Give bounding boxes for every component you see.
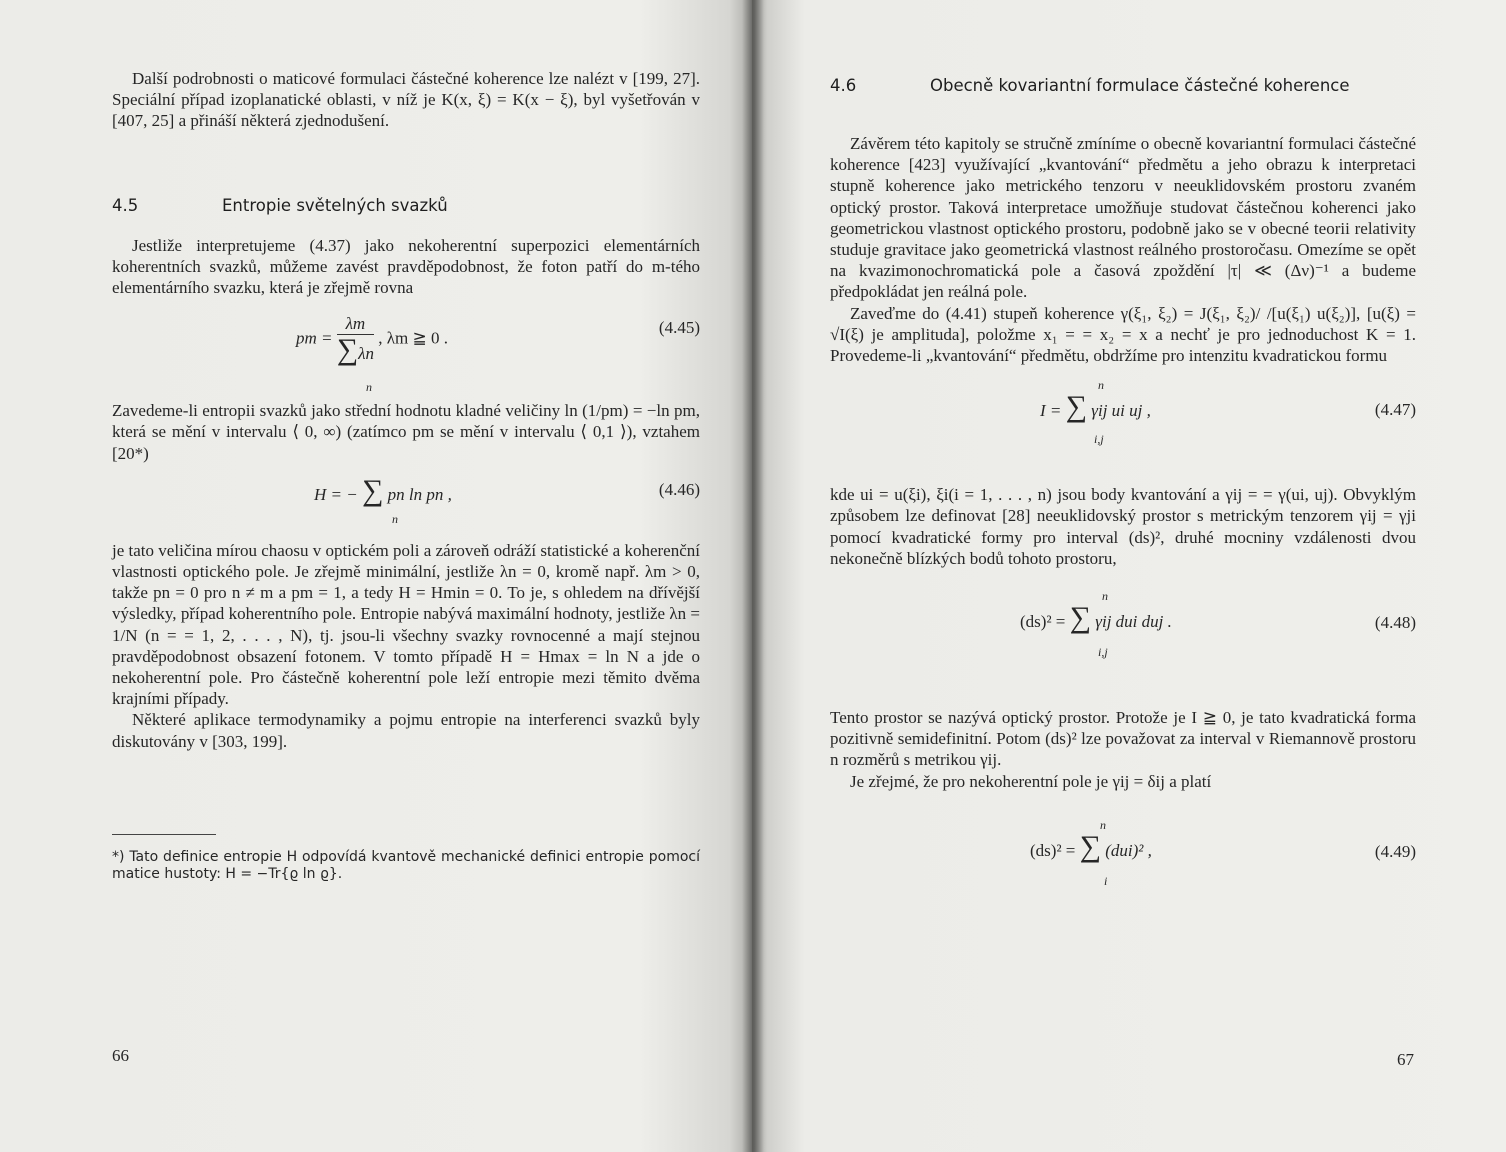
sum-symbol: ∑ <box>361 473 384 507</box>
page-number: 67 <box>1397 1050 1414 1069</box>
equation-lhs: (ds)² = <box>1020 612 1066 632</box>
sum-symbol: ∑ <box>336 333 359 367</box>
equation-rhs: γij ui uj , <box>1091 401 1151 421</box>
equation-label: (4.49) <box>1374 841 1416 861</box>
equation-rhs: γij dui duj . <box>1095 612 1172 632</box>
sum-index: n <box>392 511 398 526</box>
page-number: 66 <box>112 1046 129 1065</box>
sum-lower-limit: i,j <box>1094 432 1104 447</box>
equation-body <box>1040 392 1151 422</box>
equation-lhs: (ds)² = <box>1030 840 1076 860</box>
paragraph: Je zřejmé, že pro nekoherentní pole je γij = δij a platí <box>850 771 1212 791</box>
paragraph: Tento prostor se nazývá optický prostor. Protože je I ≧ 0, je tato kvadratická forma pozitivně semidefinitní. Potom (ds)² lze považovat za interval v Riemannově prostoru n rozměrů s metrikou γij. <box>830 708 1416 770</box>
fraction-denominator <box>337 335 374 365</box>
intro-paragraph: Další podrobnosti o maticové formulaci částečné koherence lze nalézt v [199, 27]. Speciální případ izoplanatické oblasti, v níž je K(x, ξ) = K(x − ξ), byl vyšetřován v [407, 25] a přináší některá zjednodušení. <box>112 69 700 131</box>
fraction <box>337 314 374 365</box>
sum-symbol: ∑ <box>1069 601 1092 635</box>
equation-4-48 <box>830 589 1416 707</box>
section-number: 4.5 <box>112 195 139 215</box>
equation-body <box>314 473 452 507</box>
section-title: Entropie světelných svazků <box>222 195 448 215</box>
equation-condition: , λm ≧ 0 . <box>378 328 448 348</box>
footnote-rule <box>112 834 216 835</box>
right-page <box>752 0 1506 1152</box>
sum-index: n <box>366 380 372 395</box>
fraction-numerator: λm <box>337 314 374 335</box>
paragraph: kde ui = u(ξi), ξi(i = 1, . . . , n) jsou body kvantování a γij = = γ(ui, uj). Obvyklým způsobem lze definovat [28] neeuklidovský prostor s metrickým tenzorem γij = γji pomocí kvadratické formy pro interval (ds)², druhé mocniny vzdálenosti dvou nekonečně blízkých bodů tohoto prostoru, <box>830 485 1416 568</box>
sum-upper-limit: n <box>1098 378 1104 393</box>
sum-upper-limit: n <box>1100 817 1106 832</box>
equation-rhs: pn ln pn , <box>387 484 452 504</box>
left-page <box>0 0 752 1152</box>
section-heading-4-5 <box>112 196 700 215</box>
equation-rhs: (dui)² , <box>1105 840 1152 860</box>
equation-4-49 <box>830 818 1416 918</box>
equation-lhs: I = <box>1040 401 1062 421</box>
paragraph: Některé aplikace termodynamiky a pojmu entropie na interferenci svazků byly diskutovány v [303, 199]. <box>112 710 700 751</box>
sum-lower-limit: i <box>1104 873 1108 888</box>
paragraph: Zaveďme do (4.41) stupeň koherence γ(ξ₁, ξ₂) = J(ξ₁, ξ₂)/ /[u(ξ₁) u(ξ₂)], [u(ξ) = √I(ξ) je amplituda], položme x₁ = = x₂ = x a nechť je pro jednoduchost K = 1. Provedeme-li „kvantování“ předmětu, obdržíme pro intenzitu kvadratickou formu <box>830 303 1416 366</box>
sum-symbol: ∑ <box>1065 390 1088 424</box>
denominator-term: λn <box>358 344 375 364</box>
right-page-content <box>830 76 1416 918</box>
section-title: Obecně kovariantní formulace částečné koherence <box>930 76 1350 95</box>
equation-4-45 <box>112 304 700 400</box>
paragraph: Zavedeme-li entropii svazků jako střední hodnotu kladné veličiny ln (1/pm) = −ln pm, která se mění v intervalu ⟨ 0, ∞) (zatímco pm se mění v intervalu ⟨ 0,1 ⟩), vztahem [20*) <box>112 401 700 463</box>
paragraph: je tato veličina mírou chaosu v optickém poli a zároveň odráží statistické a koherenční vlastnosti optického pole. Je zřejmě minimální, jestliže λn = 0, kromě např. λm > 0, takže pn = 0 pro n ≠ m a pm = 1, a tedy H = Hmin = 0. To je, s ohledem na dřívější výsledky, případ koherentního pole. Entropie nabývá maximální hodnoty, jestliže λn = 1/N (n = = 1, 2, . . . , N), tj. jsou-li všechny svazky rovnocenné a mají stejnou pravděpodobnost obsazení fotonem. V tomto případě H = Hmax = ln N a jde o nekoherentní pole. Pro částečně koherentní pole leží entropie mezi těmito dvěma krajními případy. <box>112 540 700 709</box>
equation-label: (4.47) <box>1374 400 1416 420</box>
equation-4-46 <box>112 472 700 540</box>
sum-symbol: ∑ <box>1079 829 1102 863</box>
equation-body <box>1020 603 1172 633</box>
equation-label: (4.45) <box>658 318 700 338</box>
equation-label: (4.48) <box>1374 613 1416 633</box>
sum-upper-limit: n <box>1102 589 1108 604</box>
equation-body <box>296 314 448 365</box>
equation-4-47 <box>830 378 1416 484</box>
left-page-content <box>112 68 700 897</box>
equation-label: (4.46) <box>658 479 700 499</box>
footnote: *) Tato definice entropie H odpovídá kvantově mechanické definici entropie pomocí matice hustoty: H = −Tr{ϱ ln ϱ}. <box>112 848 700 882</box>
sum-lower-limit: i,j <box>1098 645 1108 660</box>
footnote-block <box>112 834 700 883</box>
equation-body <box>1030 829 1152 863</box>
paragraph: Závěrem této kapitoly se stručně zmíníme o obecně kovariantní formulaci částečné koherence [423] využívající „kvantování“ předmětu a jeho obrazu k interpretaci stupně koherence jako metrického tenzoru v neeuklidovském prostoru zvaném optický prostor. Taková interpretace umožňuje studovat částečnou koherenci jako geometrickou vlastnost optického prostoru, podobně jako se v obecné teorii relativity studuje gravitace jako geometrická vlastnost reálného prostoročasu. Omezíme se opět na kvazimonochromatická pole a časová zpoždění |τ| ≪ (Δν)⁻¹ a budeme předpokládat jen reálná pole. <box>830 134 1416 302</box>
section-number: 4.6 <box>830 76 857 95</box>
equation-lhs: H = − <box>314 484 358 504</box>
equation-lhs: pm = <box>296 328 333 348</box>
section-heading-4-6 <box>830 76 1416 95</box>
paragraph: Jestliže interpretujeme (4.37) jako nekoherentní superpozici elementárních koherentních svazků, můžeme zavést pravděpodobnost, že foton patří do m-tého elementárního svazku, která je zřejmě rovna <box>112 235 700 298</box>
